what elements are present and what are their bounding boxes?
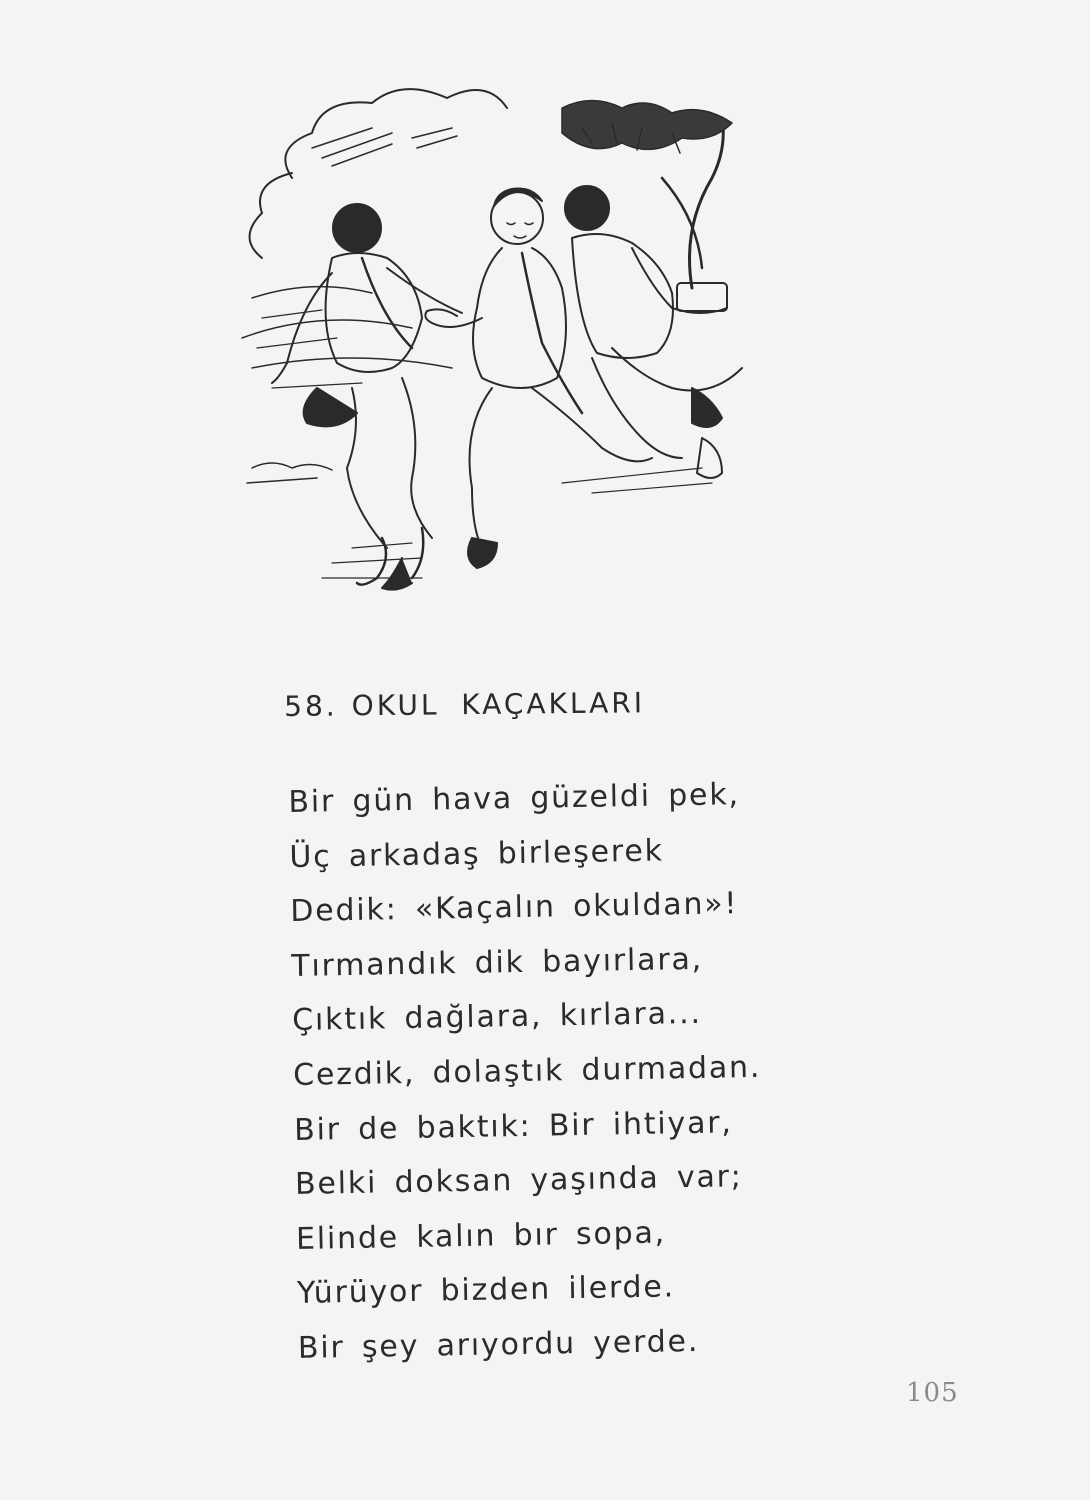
poem-line: Belki doksan yaşında var; <box>294 1159 743 1203</box>
poem-line: Bir şey arıyordu yerde. <box>297 1323 700 1366</box>
poem-line: Cezdik, dolaştık durmadan. <box>292 1049 762 1093</box>
three-boys-running-illustration <box>232 88 752 598</box>
poem-line: Elinde kalın bır sopa, <box>295 1215 667 1257</box>
poem-line: Bir gün hava güzeldi pek, <box>288 777 741 820</box>
page-number: 105 <box>906 1378 959 1408</box>
poem-line: Tırmandık dik bayırlara, <box>291 941 704 984</box>
poem-title-text: OKUL KAÇAKLARI <box>351 686 646 723</box>
poem-line: Çıktık dağlara, kırlara... <box>291 996 703 1039</box>
poem-title <box>284 686 645 723</box>
poem-number: 58. <box>284 689 338 723</box>
poem-line: Bir de baktık: Bir ihtiyar, <box>293 1104 733 1148</box>
poem-line: Dedik: «Kaçalın okuldan»! <box>290 886 739 930</box>
poem-line: Yürüyor bizden ilerde. <box>296 1269 676 1312</box>
poem-lines <box>288 768 766 1377</box>
poem-line: Üç arkadaş birleşerek <box>289 833 665 875</box>
